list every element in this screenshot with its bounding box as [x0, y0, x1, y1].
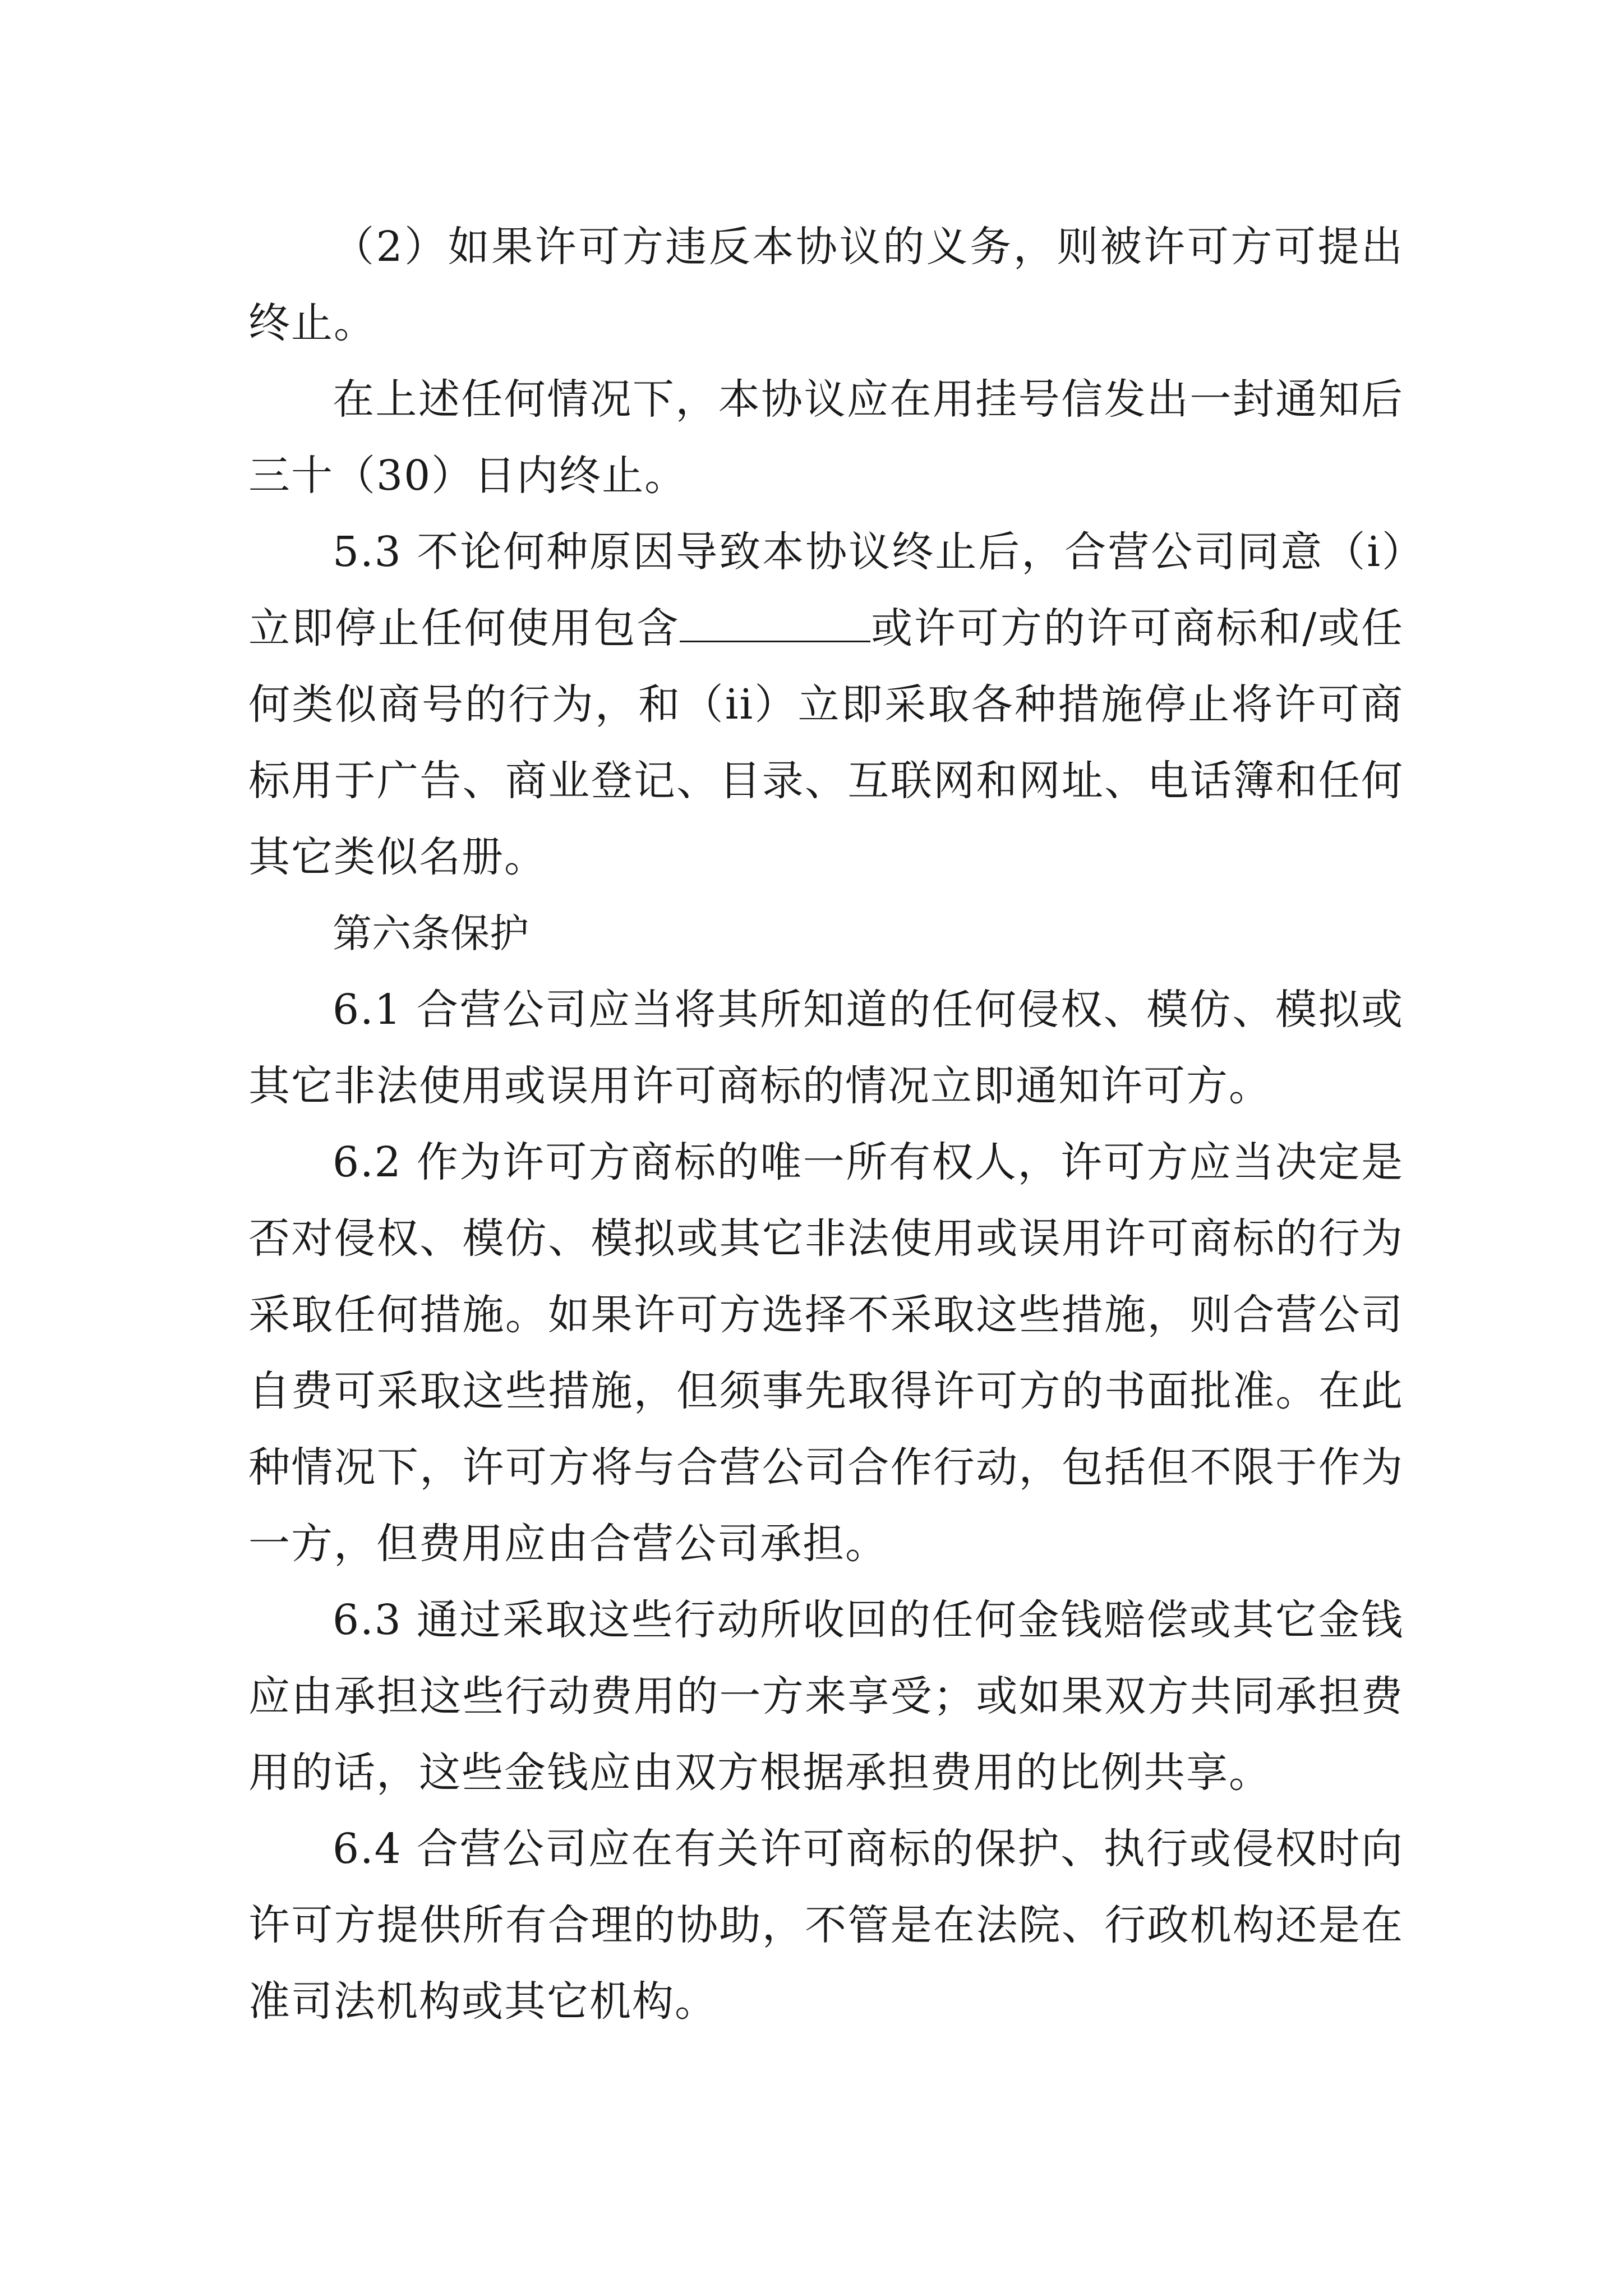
paragraph-5-3 [248, 514, 1404, 895]
paragraph-6-4: 6.4 合营公司应在有关许可商标的保护、执行或侵权时向许可方提供所有合理的协助，不管是在法院、行政机构还是在准司法机构或其它机构。 [248, 1825, 1404, 2026]
paragraph-termination-notice: 在上述任何情况下，本协议应在用挂号信发出一封通知后三十（30）日内终止。 [248, 375, 1404, 500]
blank-fill-line [680, 597, 870, 642]
paragraph-termination-by-licensee: （2）如果许可方违反本协议的义务，则被许可方可提出终止。 [248, 223, 1404, 347]
paragraph-6-1: 6.1 合营公司应当将其所知道的任何侵权、模仿、模拟或其它非法使用或误用许可商标的情况立即通知许可方。 [248, 986, 1404, 1110]
paragraph-6-3: 6.3 通过采取这些行动所收回的任何金钱赔偿或其它金钱应由承担这些行动费用的一方来享受；或如果双方共同承担费用的话，这些金钱应由双方根据承担费用的比例共享。 [248, 1596, 1404, 1797]
paragraph-6-2: 6.2 作为许可方商标的唯一所有权人，许可方应当决定是否对侵权、模仿、模拟或其它非法使用或误用许可商标的行为采取任何措施。如果许可方选择不采取这些措施，则合营公司自费可采取这些措施，但须事先取得许可方的书面批准。在此种情况下，许可方将与合营公司合作行动，包括但不限于作为一方，但费用应由合营公司承担。 [248, 1138, 1404, 1568]
paragraph-5-3-part-2: 或许可方的许可商标和/或任何类似商号的行为，和（ii）立即采取各种措施停止将许可商标用于广告、商业登记、目录、互联网和网址、电话簿和任何其它类似名册。 [248, 604, 1404, 881]
article-6-heading: 第六条保护 [333, 910, 529, 956]
document-body [248, 209, 1404, 2040]
paragraph-5-3-part-1: 5.3 不论何种原因导致本协议终止后，合营公司同意（i）立即停止任何使用包含 [248, 528, 1404, 652]
